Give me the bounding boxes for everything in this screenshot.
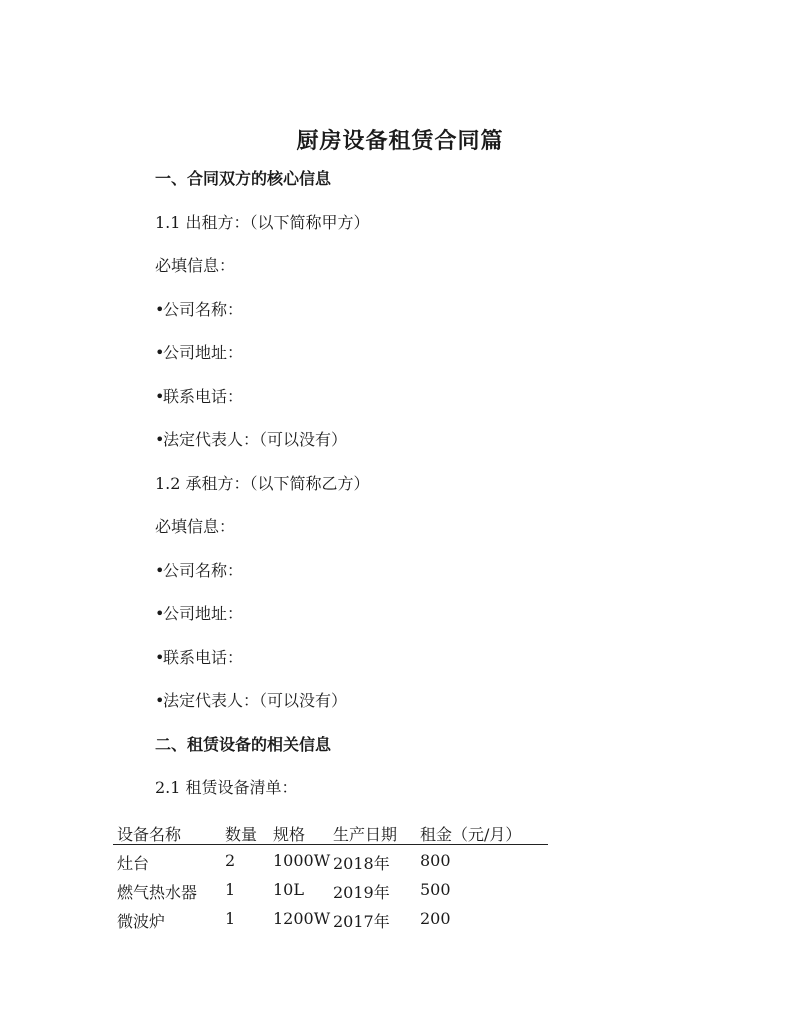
bullet-icon: • (155, 691, 165, 710)
cell-quantity: 1 (225, 880, 236, 899)
cell-rent: 800 (420, 851, 451, 870)
cell-equipment-name: 灶台 (117, 854, 150, 873)
cell-spec: 1200W (273, 909, 331, 928)
cell-spec: 10L (273, 880, 304, 899)
lessee-item-company-address: •公司地址： (155, 604, 244, 623)
section2-heading: 二、租赁设备的相关信息 (155, 735, 332, 754)
cell-production-date: 2017年 (333, 912, 390, 931)
cell-quantity: 2 (225, 851, 236, 870)
cell-production-date: 2019年 (333, 883, 390, 902)
header-quantity: 数量 (225, 825, 258, 844)
cell-rent: 500 (420, 880, 451, 899)
cell-rent: 200 (420, 909, 451, 928)
cell-spec: 1000W (273, 851, 331, 870)
lessor-item-legal-rep: •法定代表人：（可以没有） (155, 430, 348, 449)
lessee-item-phone: •联系电话： (155, 648, 244, 667)
lessor-item-company-address: •公司地址： (155, 343, 244, 362)
bullet-icon: • (155, 648, 165, 667)
lessor-item-company-name: •公司名称： (155, 300, 244, 319)
lessee-required-label: 必填信息： (155, 517, 236, 536)
lessor-required-label: 必填信息： (155, 256, 236, 275)
header-rent: 租金（元/月） (420, 825, 522, 844)
bullet-icon: • (155, 300, 165, 319)
lessee-item-legal-rep: •法定代表人：（可以没有） (155, 691, 348, 710)
table-header-row (113, 818, 548, 845)
section1-heading: 一、合同双方的核心信息 (155, 169, 332, 188)
table-row (113, 903, 548, 932)
lessee-label: 1.2 承租方：（以下简称乙方） (155, 474, 370, 493)
cell-equipment-name: 燃气热水器 (117, 883, 198, 902)
lessee-item-company-name: •公司名称： (155, 561, 244, 580)
lessor-label: 1.1 出租方：（以下简称甲方） (155, 213, 370, 232)
header-spec: 规格 (273, 825, 306, 844)
cell-quantity: 1 (225, 909, 236, 928)
bullet-icon: • (155, 343, 165, 362)
equipment-table (113, 818, 548, 932)
bullet-icon: • (155, 387, 165, 406)
table-row (113, 845, 548, 874)
lessor-item-phone: •联系电话： (155, 387, 244, 406)
bullet-icon: • (155, 604, 165, 623)
cell-production-date: 2018年 (333, 854, 390, 873)
bullet-icon: • (155, 561, 165, 580)
header-equipment-name: 设备名称 (117, 825, 182, 844)
cell-equipment-name: 微波炉 (117, 912, 166, 931)
equipment-list-label: 2.1 租赁设备清单： (155, 778, 298, 797)
document-title: 厨房设备租赁合同篇 (296, 128, 504, 154)
table-row (113, 874, 548, 903)
header-production-date: 生产日期 (333, 825, 398, 844)
bullet-icon: • (155, 430, 165, 449)
